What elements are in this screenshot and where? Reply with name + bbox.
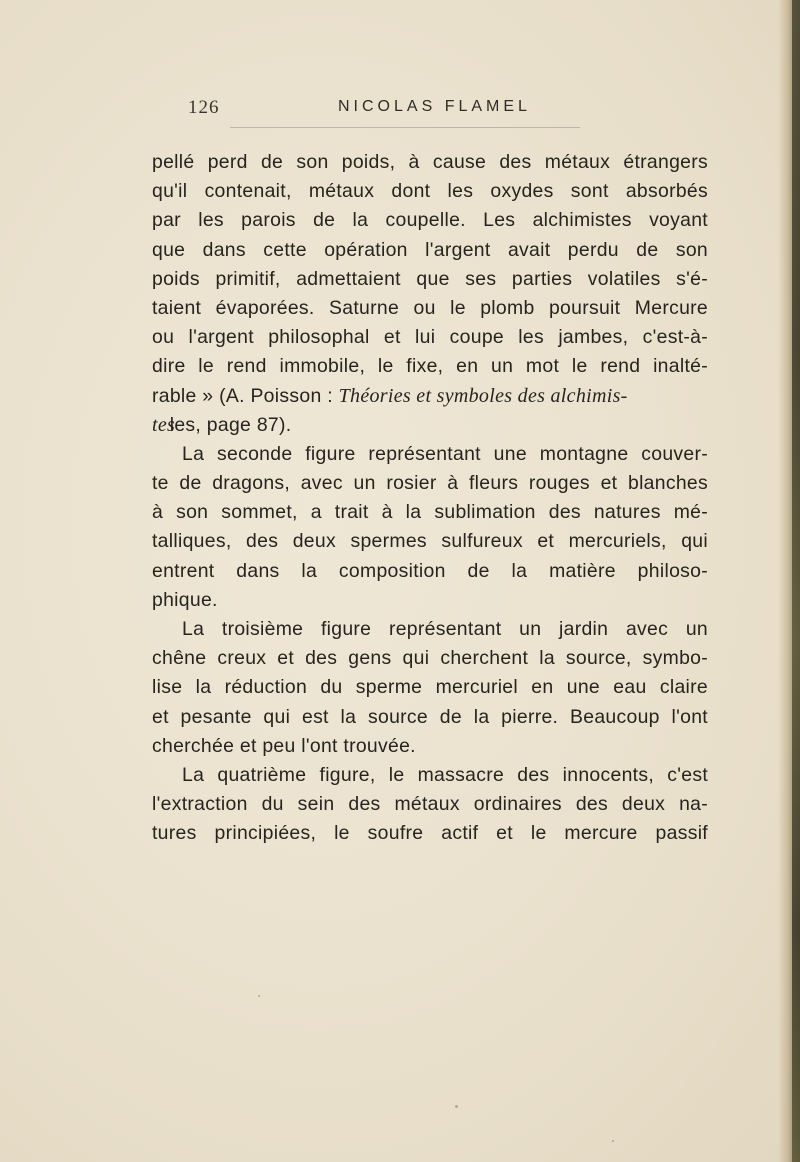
paragraph-last-line: phique. <box>152 588 218 611</box>
paragraph-first-line: La troisième figure représentant un jardin avec un <box>182 618 708 640</box>
running-header <box>188 97 708 121</box>
text-line: ou l'argent philosophal et lui coupe les jambes, c'est-à- <box>152 326 708 349</box>
text-line: l'extraction du sein des métaux ordinaires des deux na- <box>152 793 708 816</box>
citation-lead: rable » (A. Poisson : <box>152 384 339 407</box>
text-line: à son sommet, a trait à la sublimation des natures mé- <box>152 501 708 524</box>
binding-edge <box>792 0 800 1162</box>
text-line: qu'il contenait, métaux dont les oxydes sont absorbés <box>152 180 708 203</box>
paper-speck <box>258 995 260 997</box>
text-line: chêne creux et des gens qui cherchent la source, symbo- <box>152 647 708 670</box>
paragraph-first-line: La seconde figure représentant une montagne couver- <box>182 442 708 465</box>
paper-speck <box>612 1140 614 1142</box>
text-line: poids primitif, admettaient que ses parties volatiles s'é- <box>152 267 708 290</box>
citation-tail: les, page 87). <box>169 413 292 436</box>
text-line-with-citation <box>152 382 708 411</box>
text-line: te de dragons, avec un rosier à fleurs rouges et blanches <box>152 472 708 495</box>
text-line: talliques, des deux spermes sulfureux et mercuriels, qui <box>152 530 708 553</box>
citation-title: Théories et symboles des alchimis- <box>338 384 628 407</box>
body-text <box>152 148 708 849</box>
text-line: et pesante qui est la source de la pierre. Beaucoup l'ont <box>152 705 708 728</box>
text-line: entrent dans la composition de la matière philoso- <box>152 559 708 582</box>
citation-title-end: tes <box>152 413 176 436</box>
page-number: 126 <box>188 97 220 118</box>
running-title: NICOLAS FLAMEL <box>338 98 531 115</box>
text-line: pellé perd de son poids, à cause des métaux étrangers <box>152 151 708 173</box>
paragraph-last-line: cherchée et peu l'ont trouvée. <box>152 734 416 757</box>
text-line: lise la réduction du sperme mercuriel en une eau claire <box>152 676 708 699</box>
header-rule <box>230 127 580 128</box>
text-line-with-citation <box>152 411 708 440</box>
paper-speck <box>455 1105 458 1108</box>
text-line: taient évaporées. Saturne ou le plomb poursuit Mercure <box>152 296 708 319</box>
text-line: dire le rend immobile, le fixe, en un mot le rend inalté- <box>152 355 708 378</box>
text-line: tures principiées, le soufre actif et le mercure passif <box>152 822 708 845</box>
paragraph-first-line: La quatrième figure, le massacre des innocents, c'est <box>182 763 708 786</box>
text-line: par les parois de la coupelle. Les alchimistes voyant <box>152 209 708 232</box>
text-line: que dans cette opération l'argent avait perdu de son <box>152 238 708 261</box>
